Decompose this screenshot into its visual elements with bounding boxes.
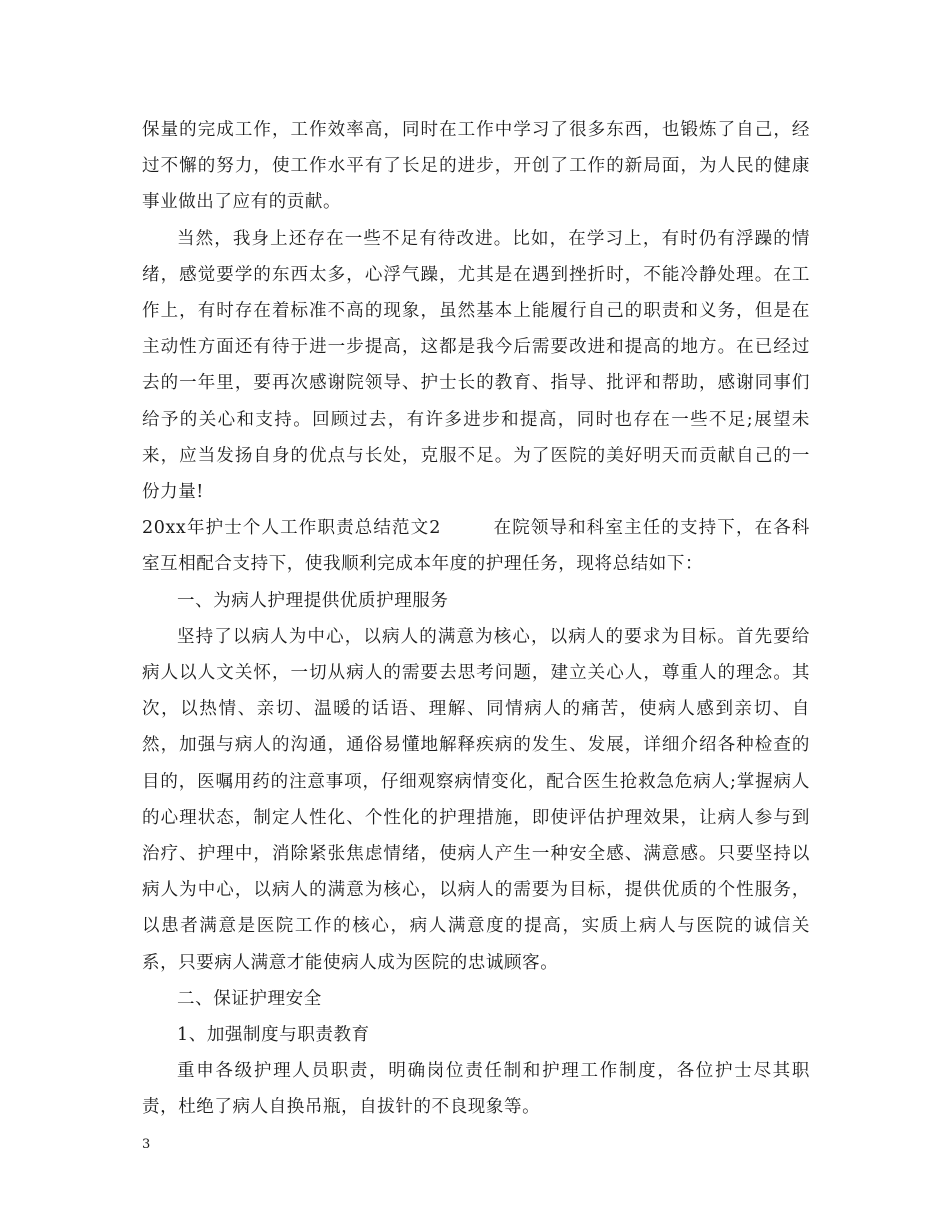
paragraph-shortcomings: 当然，我身上还存在一些不足有待改进。比如，在学习上，有时仍有浮躁的情绪，感觉要学的东西太多，心浮气躁，尤其是在遇到挫折时，不能冷静处理。在工作上，有时存在着标准不高的现象，虽然基本上能履行自己的职责和义务，但是在主动性方面还有待于进一步提高，这都是我今后需要改进和提高的地方。在已经过去的一年里，要再次感谢院领导、护士长的教育、指导、批评和帮助，感谢同事们给予的关心和支持。回顾过去，有许多进步和提高，同时也存在一些不足;展望未来，应当发扬自身的优点与长处，克服不足。为了医院的美好明天而贡献自己的一份力量! — [142, 228, 810, 503]
heading-quality-service: 一、为病人护理提供优质护理服务 — [177, 590, 449, 611]
paragraph-continuation: 保量的完成工作，工作效率高，同时在工作中学习了很多东西，也锻炼了自己，经过不懈的努力，使工作水平有了长足的进步，开创了工作的新局面，为人民的健康事业做出了应有的贡献。 — [142, 120, 810, 213]
document-body — [142, 112, 810, 1126]
heading-nursing-safety: 二、保证护理安全 — [177, 988, 322, 1009]
page-number: 3 — [142, 1137, 151, 1152]
subheading-system-education: 1、加强制度与职责教育 — [177, 1025, 370, 1046]
paragraph-responsibilities: 重申各级护理人员职责，明确岗位责任制和护理工作制度，各位护士尽其职责，杜绝了病人自换吊瓶，自拔针的不良现象等。 — [142, 1061, 810, 1118]
section-title: 20xx年护士个人工作职责总结范文2 — [142, 518, 442, 539]
paragraph-patient-centered: 坚持了以病人为中心，以病人的满意为核心，以病人的要求为目标。首先要给病人以人文关怀，一切从病人的需要去思考问题，建立关心人，尊重人的理念。其次，以热情、亲切、温暖的话语、理解、同情病人的痛苦，使病人感到亲切、自然，加强与病人的沟通，通俗易懂地解释疾病的发生、发展，详细介绍各种检查的目的，医嘱用药的注意事项，仔细观察病情变化，配合医生抢救急危病人;掌握病人的心理状态，制定人性化、个性化的护理措施，即使评估护理效果，让病人参与到治疗、护理中，消除紧张焦虑情绪，使病人产生一种安全感、满意感。只要坚持以病人为中心，以病人的满意为核心，以病人的需要为目标，提供优质的个性服务，以患者满意是医院工作的核心，病人满意度的提高，实质上病人与医院的诚信关系，只要病人满意才能使病人成为医院的忠诚顾客。 — [142, 626, 810, 973]
section-heading-paragraph — [142, 510, 810, 582]
section-intro: 在院领导和科室主任的支持下，在各科室互相配合支持下，使我顺利完成本年度的护理任务，现将总结如下： — [142, 518, 810, 575]
